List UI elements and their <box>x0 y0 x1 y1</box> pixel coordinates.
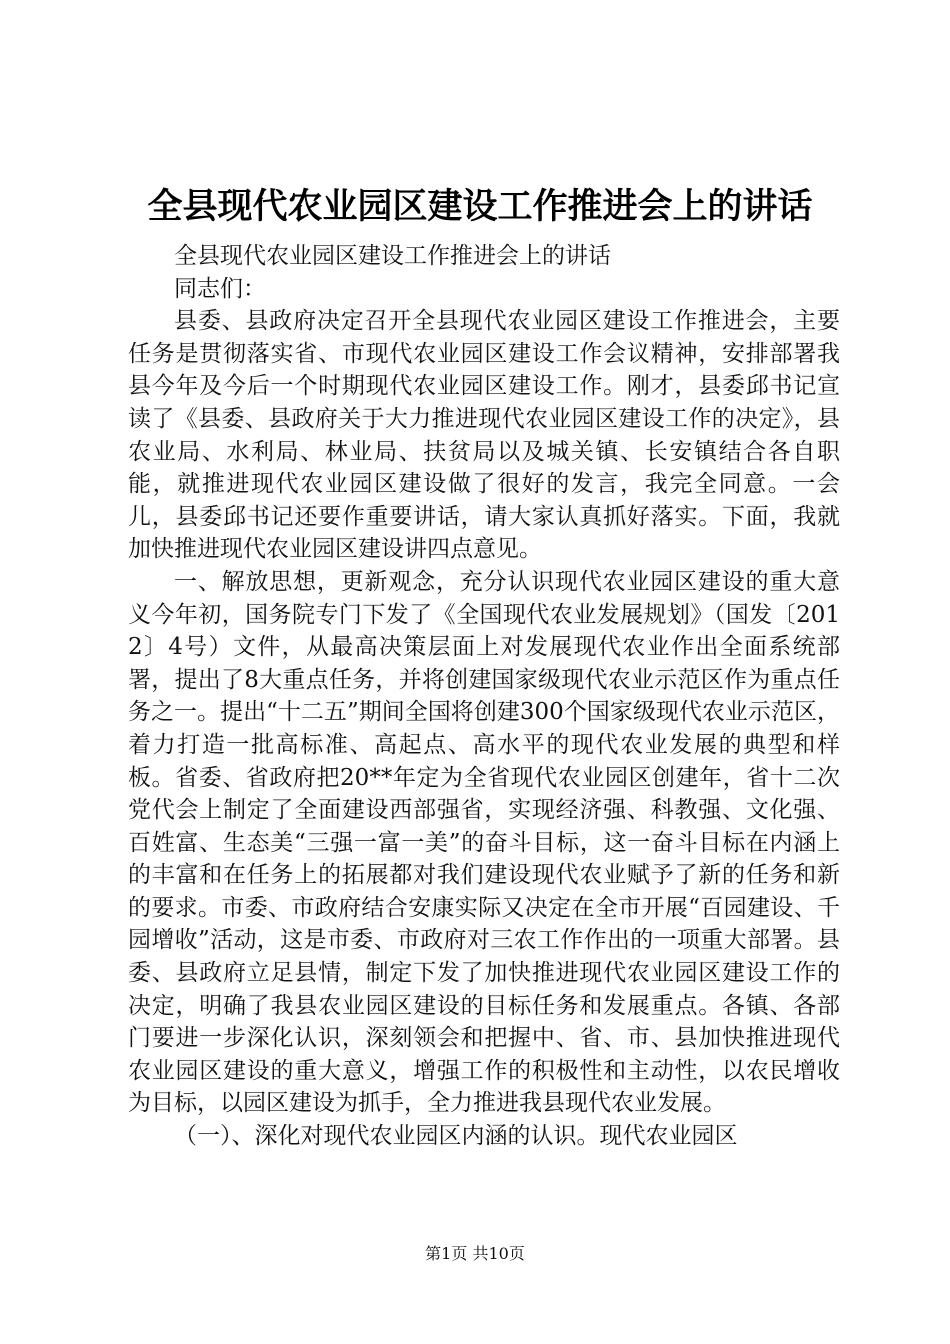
document-title: 全县现代农业园区建设工作推进会上的讲话 <box>147 186 813 227</box>
subtitle-paragraph: 全县现代农业园区建设工作推进会上的讲话 <box>174 243 611 269</box>
salutation-paragraph: 同志们： <box>174 275 266 302</box>
page-number: 第1页 <box>425 1244 468 1263</box>
page-footer <box>0 1243 950 1265</box>
document-body <box>128 240 840 1153</box>
intro-paragraph: 县委、县政府决定召开全县现代农业园区建设工作推进会，主要任务是贯彻落实省、市现代农业园区建设工作会议精神，安排部署我县今年及今后一个时期现代农业园区建设工作。刚才，县委邱书记宣读了《县委、县政府关于大力推进现代农业园区建设工作的决定》，县农业局、水利局、林业局、扶贫局以及城关镇、长安镇结合各自职能，就推进现代农业园区建设做了很好的发言，我完全同意。一会儿，县委邱书记还要作重要讲话，请大家认真抓好落实。下面，我就加快推进现代农业园区建设讲四点意见。 <box>128 308 840 563</box>
subsection-one-paragraph: （一）、深化对现代农业园区内涵的认识。现代农业园区 <box>174 1123 738 1150</box>
page-total: 共10页 <box>472 1244 525 1263</box>
section-one-paragraph: 一、解放思想，更新观念，充分认识现代农业园区建设的重大意义今年初，国务院专门下发了《全国现代农业发展规划》（国发〔2012〕4号）文件，从最高决策层面上对发展现代农业作出全面系统部署，提出了8大重点任务，并将创建国家级现代农业示范区作为重点任务之一。提出“十二五”期间全国将创建300个国家级现代农业示范区，着力打造一批高标准、高起点、高水平的现代农业发展的典型和样板。省委、省政府把20**年定为全省现代农业园区创建年，省十二次党代会上制定了全面建设西部强省，实现经济强、科教强、文化强、百姓富、生态美“三强一富一美”的奋斗目标，这一奋斗目标在内涵上的丰富和在任务上的拓展都对我们建设现代农业赋予了新的任务和新的要求。市委、市政府结合安康实际又决定在全市开展“百园建设、千园增收”活动，这是市委、市政府对三农工作作出的一项重大部署。县委、县政府立足县情，制定下发了加快推进现代农业园区建设工作的决定，明确了我县农业园区建设的目标任务和发展重点。各镇、各部门要进一步深化认识，深刻领会和把握中、省、市、县加快推进现代农业园区建设的重大意义，增强工作的积极性和主动性，以农民增收为目标，以园区建设为抓手，全力推进我县现代农业发展。 <box>128 568 840 1117</box>
